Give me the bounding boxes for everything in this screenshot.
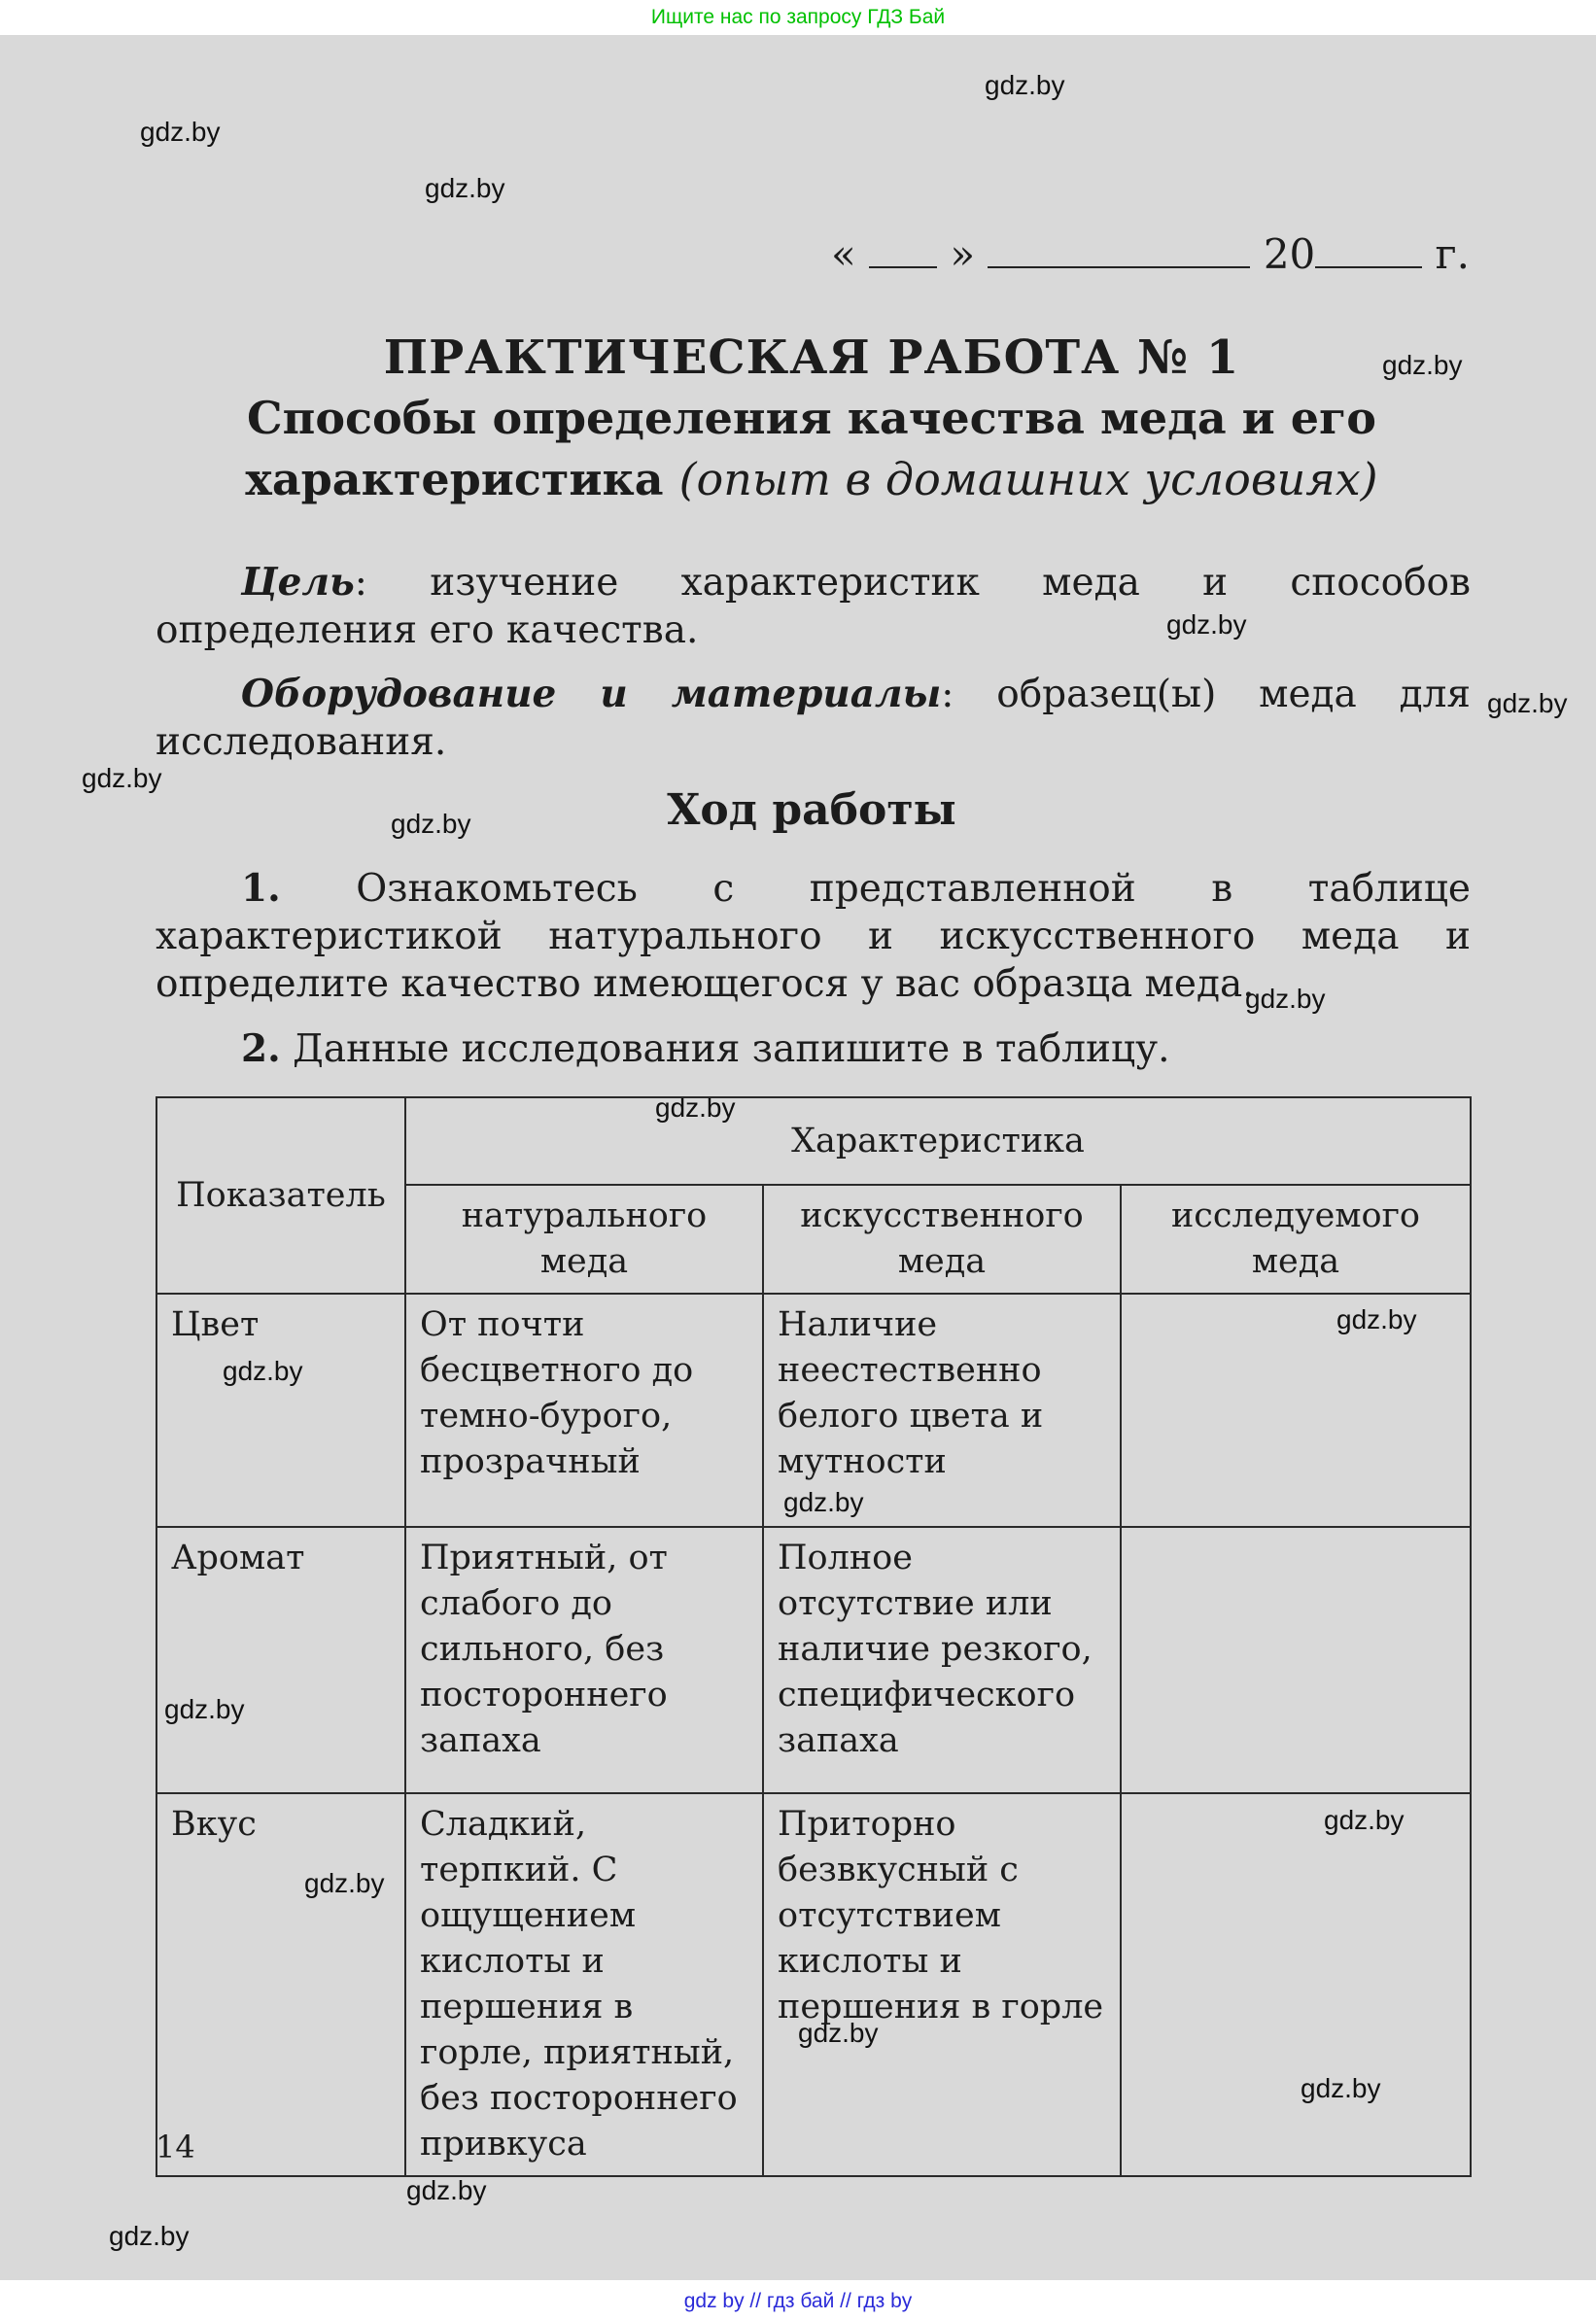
equipment-label: Оборудование и материалы: [241, 672, 942, 716]
year-prefix: 20: [1263, 230, 1316, 278]
watermark: gdz.by: [109, 2221, 190, 2251]
watermark: gdz.by: [1336, 1304, 1417, 1334]
indicator-cell: Вкус: [156, 1793, 405, 2176]
step-number: 2.: [241, 1026, 281, 1071]
table-header-row: [156, 1097, 1471, 1185]
page-subtitle-line2: [156, 453, 1468, 505]
watermark: gdz.by: [1301, 2073, 1381, 2103]
natural-cell: Сладкий, терпкий. С ощущением кислоты и першения в горле, приятный, без постороннего привкуса: [405, 1793, 763, 2176]
artificial-cell: Наличие неестественно белого цвета и мутности: [763, 1294, 1121, 1527]
step-text: Данные исследования запишите в таблицу.: [280, 1027, 1170, 1071]
date-close-quote: »: [950, 230, 976, 278]
watermark: gdz.by: [1245, 984, 1326, 1014]
subheader-studied: исследуемого меда: [1121, 1185, 1471, 1294]
subtitle-note: (опыт в домашних условиях): [678, 453, 1378, 505]
header-characteristics: Характеристика: [405, 1097, 1471, 1185]
bottom-banner[interactable]: gdz by // гдз бай // гдз by: [683, 2290, 913, 2312]
watermark: gdz.by: [223, 1356, 303, 1386]
natural-cell: От почти бесцветного до темно-бурого, прозрачный: [405, 1294, 763, 1527]
watermark: gdz.by: [391, 809, 471, 839]
indicator-cell: Аромат: [156, 1527, 405, 1793]
watermark: gdz.by: [985, 70, 1065, 100]
step-text: Ознакомьтесь с представленной в таблице характеристикой натурального и искусственного меда и определите качество имеющегося у вас образца меда.: [156, 867, 1471, 1006]
subheader-artificial: искусственного меда: [763, 1185, 1121, 1294]
watermark: gdz.by: [1166, 609, 1247, 640]
year-suffix: г.: [1435, 230, 1470, 278]
equipment-text: : образец(ы) меда для исследования.: [156, 673, 1472, 764]
watermark: gdz.by: [140, 117, 221, 147]
studied-cell-input[interactable]: [1121, 1294, 1471, 1527]
subtitle-text: характеристика: [245, 453, 664, 505]
natural-cell: Приятный, от слабого до сильного, без постороннего запаха: [405, 1527, 763, 1793]
watermark: gdz.by: [304, 1868, 385, 1898]
page-number: 14: [156, 2129, 195, 2165]
top-banner[interactable]: Ищите нас по запросу ГДЗ Бай: [650, 6, 946, 28]
watermark: gdz.by: [783, 1487, 864, 1517]
step-number: 1.: [241, 866, 281, 911]
equipment-paragraph: [156, 671, 1471, 766]
date-line: [831, 225, 1470, 278]
watermark: gdz.by: [1382, 350, 1463, 380]
step-2: [156, 1025, 1471, 1073]
table-row: [156, 1527, 1471, 1793]
watermark: gdz.by: [82, 763, 162, 793]
watermark: gdz.by: [406, 2175, 487, 2205]
watermark: gdz.by: [798, 2018, 879, 2048]
year-blank: [1315, 225, 1422, 268]
goal-paragraph: [156, 559, 1471, 654]
studied-cell-input[interactable]: [1121, 1527, 1471, 1793]
progress-heading: Ход работы: [667, 785, 956, 835]
step-1: [156, 865, 1471, 1008]
subheader-natural: натурального меда: [405, 1185, 763, 1294]
goal-label: Цель: [241, 560, 355, 605]
month-blank: [988, 225, 1250, 268]
watermark: gdz.by: [655, 1092, 736, 1123]
honey-characteristics-table: [156, 1096, 1472, 2177]
table-row: [156, 1294, 1471, 1527]
page-title: ПРАКТИЧЕСКАЯ РАБОТА № 1: [383, 330, 1240, 385]
page-subtitle: Способы определения качества меда и его: [247, 392, 1376, 444]
goal-text: : изучение характеристик меда и способов определения его качества.: [156, 561, 1471, 652]
artificial-cell: Полное отсутствие или наличие резкого, специфического запаха: [763, 1527, 1121, 1793]
watermark: gdz.by: [164, 1694, 245, 1724]
watermark: gdz.by: [425, 173, 505, 203]
table-row: [156, 1793, 1471, 2176]
date-open-quote: «: [830, 230, 856, 278]
watermark: gdz.by: [1487, 688, 1568, 718]
watermark: gdz.by: [1324, 1805, 1405, 1835]
artificial-cell: Приторно безвкусный с отсутствием кислоты и першения в горле: [763, 1793, 1121, 2176]
studied-cell-input[interactable]: [1121, 1793, 1471, 2176]
day-blank: [869, 225, 937, 268]
header-indicator: Показатель: [156, 1097, 405, 1294]
indicator-cell: Цвет: [156, 1294, 405, 1527]
